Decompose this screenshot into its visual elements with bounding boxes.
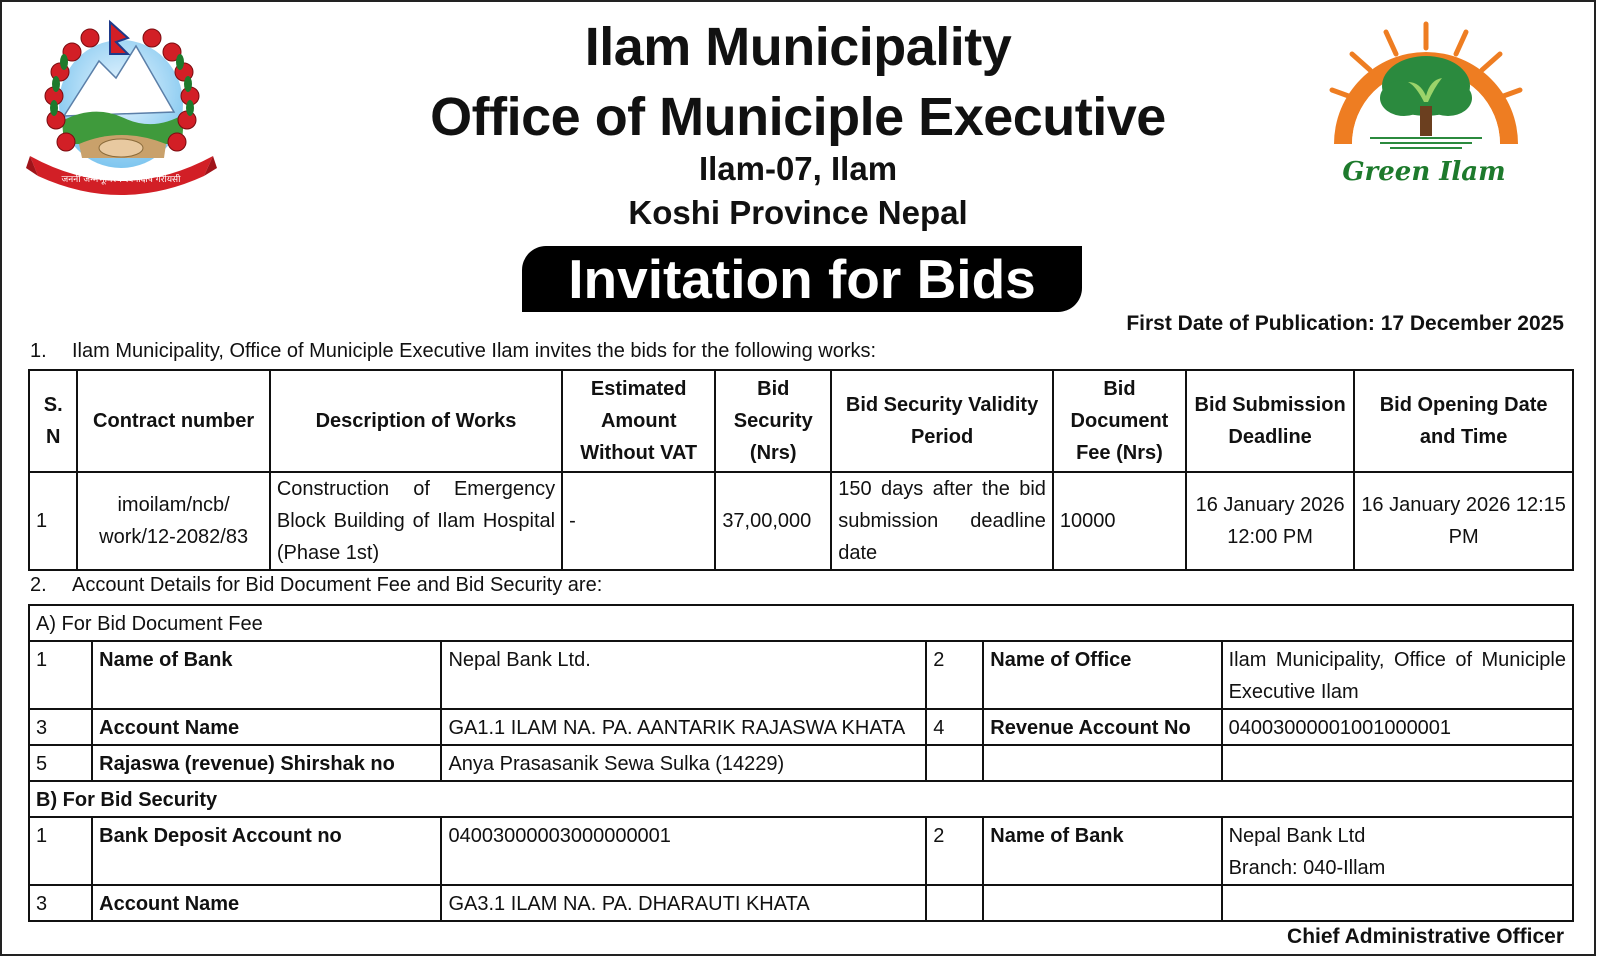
cell-deadline: 16 January 2026 12:00 PM — [1186, 472, 1354, 570]
field-value: 04003000003000000001 — [441, 817, 926, 885]
empty-cell — [983, 745, 1221, 781]
section1-text: Ilam Municipality, Office of Municiple Executive Ilam invites the bids for the following works: — [72, 340, 877, 362]
emblem-motto: जननी जन्मभूमिश्च स्वर्गादपि गरीयसी — [61, 175, 181, 185]
table-row — [29, 472, 1573, 570]
cell-opening: 16 January 2026 12:15 PM — [1354, 472, 1573, 570]
bank-name: Nepal Bank Ltd — [1228, 825, 1366, 847]
col-contract: Contract number — [77, 370, 269, 472]
section-a-heading-row — [29, 605, 1573, 641]
field-value: 04003000001001000001 — [1222, 709, 1573, 745]
empty-cell — [1222, 885, 1573, 921]
col-security: Bid Security (Nrs) — [715, 370, 831, 472]
cell-fee: 10000 — [1053, 472, 1186, 570]
col-estimate: Estimated Amount Without VAT — [562, 370, 715, 472]
col-opening: Bid Opening Date and Time — [1354, 370, 1573, 472]
table-row — [29, 709, 1573, 745]
field-value: Anya Prasasanik Sewa Sulka (14229) — [441, 745, 926, 781]
field-value: GA1.1 ILAM NA. PA. AANTARIK RAJASWA KHATA — [441, 709, 926, 745]
title-office: Office of Municiple Executive — [430, 87, 1166, 147]
cell-sn: 1 — [29, 472, 77, 570]
section-a-title: A) For Bid Document Fee — [29, 605, 1573, 641]
col-fee: Bid Document Fee (Nrs) — [1053, 370, 1186, 472]
address-ward: Ilam-07, Ilam — [698, 150, 898, 187]
section2-number: 2. — [30, 574, 47, 596]
empty-cell — [983, 885, 1221, 921]
publication-date: First Date of Publication: 17 December 2025 — [1126, 312, 1564, 335]
row-number: 4 — [926, 709, 983, 745]
col-validity: Bid Security Validity Period — [831, 370, 1053, 472]
cell-validity: 150 days after the bid submission deadline date — [831, 472, 1053, 570]
table-row — [29, 817, 1573, 885]
section-b-heading-row — [29, 781, 1573, 817]
cell-security: 37,00,000 — [715, 472, 831, 570]
field-label: Rajaswa (revenue) Shirshak no — [92, 745, 441, 781]
field-label: Name of Bank — [983, 817, 1221, 885]
table-row — [29, 745, 1573, 781]
row-number: 2 — [926, 817, 983, 885]
empty-cell — [926, 745, 983, 781]
field-label: Name of Office — [983, 641, 1221, 709]
cell-contract: imoilam/ncb/ work/12-2082/83 — [77, 472, 269, 570]
col-description: Description of Works — [270, 370, 562, 472]
section1-number: 1. — [30, 340, 47, 362]
row-number: 1 — [29, 817, 92, 885]
field-label: Account Name — [92, 885, 441, 921]
row-number: 3 — [29, 885, 92, 921]
row-number: 5 — [29, 745, 92, 781]
invitation-banner: Invitation for Bids — [522, 246, 1082, 312]
table-row — [29, 641, 1573, 709]
section1-intro — [30, 340, 876, 363]
bid-table — [28, 369, 1574, 571]
cell-description: Construction of Emergency Block Building of Ilam Hospital (Phase 1st) — [270, 472, 562, 570]
col-sn: S. N — [29, 370, 77, 472]
section2-intro — [30, 574, 602, 597]
empty-cell — [926, 885, 983, 921]
row-number: 3 — [29, 709, 92, 745]
empty-cell — [1222, 745, 1573, 781]
row-number: 1 — [29, 641, 92, 709]
row-number: 2 — [926, 641, 983, 709]
address-province: Koshi Province Nepal — [628, 194, 968, 231]
title-municipality: Ilam Municipality — [584, 17, 1012, 77]
field-label: Revenue Account No — [983, 709, 1221, 745]
field-value: GA3.1 ILAM NA. PA. DHARAUTI KHATA — [441, 885, 926, 921]
cell-estimate: - — [562, 472, 715, 570]
account-table — [28, 604, 1574, 922]
field-value: Nepal Bank Ltd. — [441, 641, 926, 709]
signoff: Chief Administrative Officer — [1287, 925, 1564, 948]
bid-table-header — [29, 370, 1573, 472]
field-label: Account Name — [92, 709, 441, 745]
field-value: Ilam Municipality, Office of Municiple Executive Ilam — [1222, 641, 1573, 709]
section-b-title: B) For Bid Security — [29, 781, 1573, 817]
green-ilam-text: Green Ilam — [1342, 157, 1506, 187]
field-value — [1222, 817, 1573, 885]
field-label: Name of Bank — [92, 641, 441, 709]
bank-branch: Branch: 040-Illam — [1228, 857, 1386, 879]
section2-text: Account Details for Bid Document Fee and Bid Security are: — [72, 574, 603, 596]
field-label: Bank Deposit Account no — [92, 817, 441, 885]
col-deadline: Bid Submission Deadline — [1186, 370, 1354, 472]
table-row — [29, 885, 1573, 921]
